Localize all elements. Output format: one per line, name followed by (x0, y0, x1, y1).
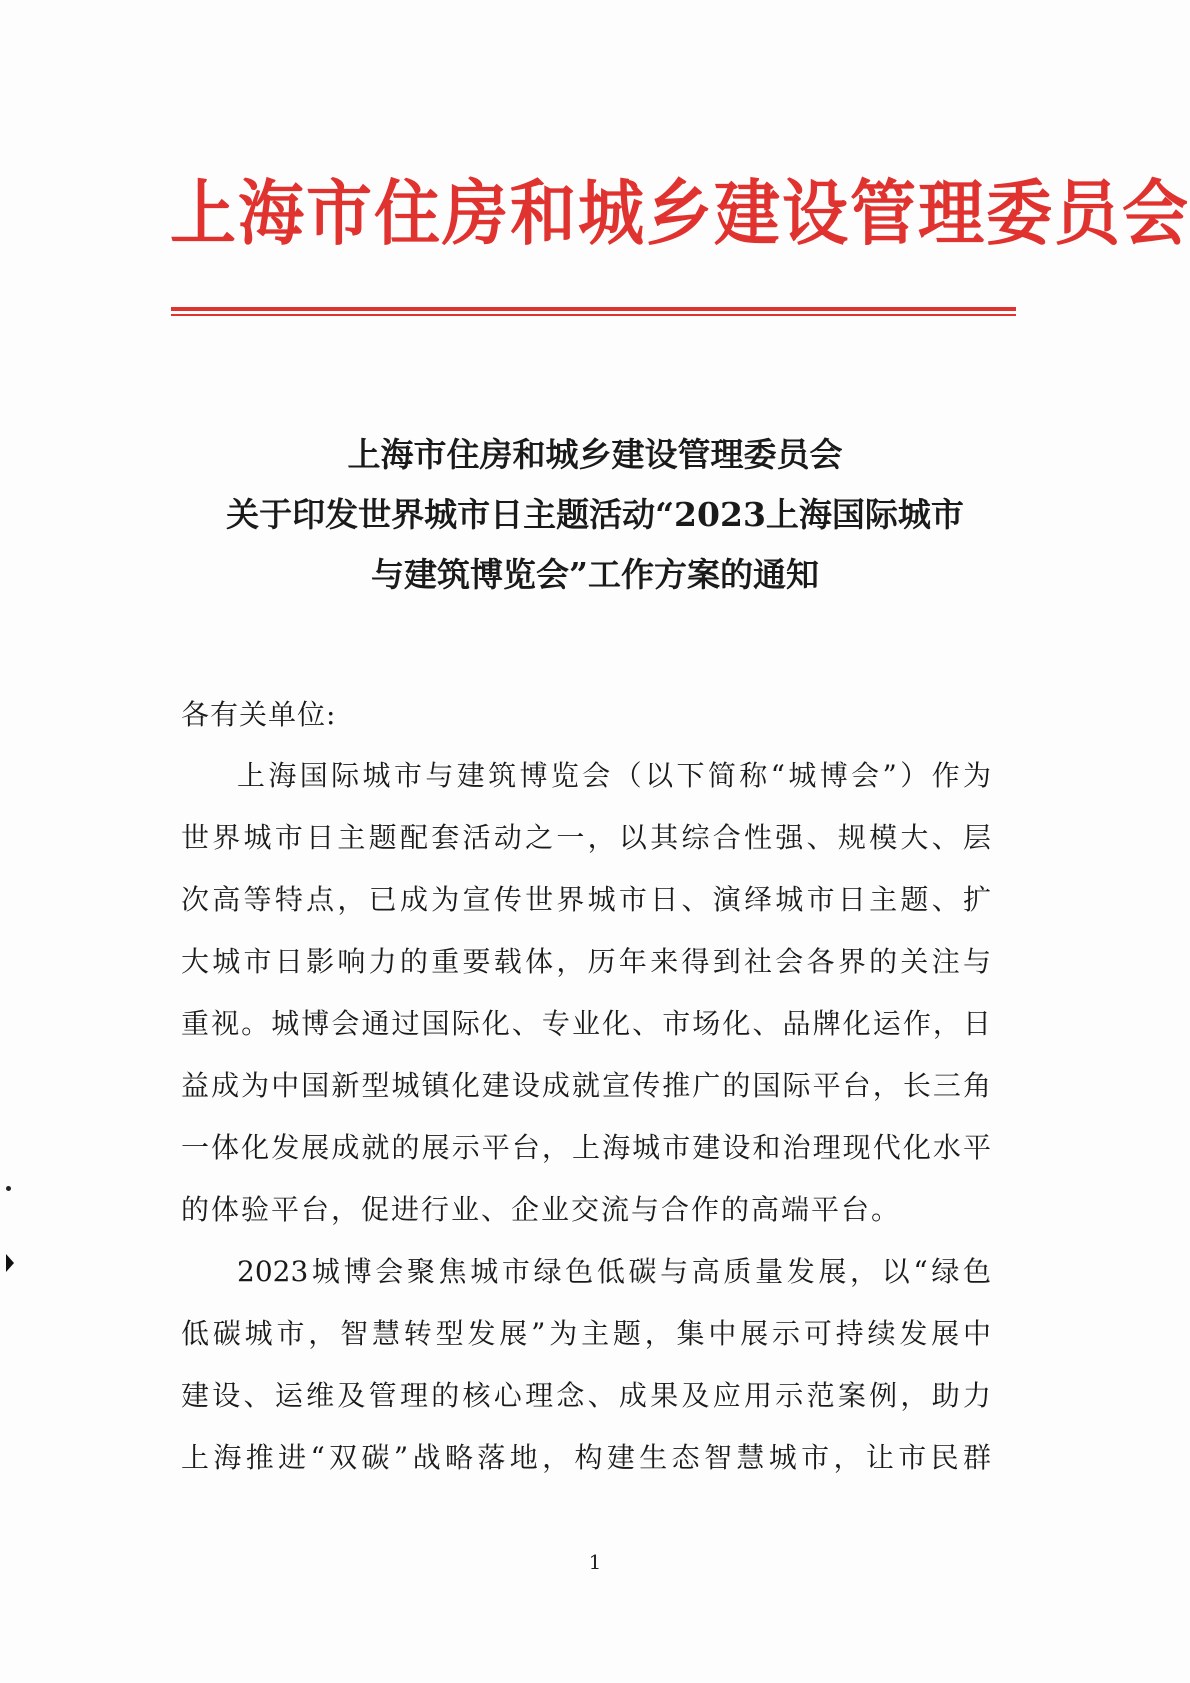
letterhead-org-name: 上海市住房和城乡建设管理委员会 (170, 170, 1190, 256)
body-text-line: 2023城博会聚焦城市绿色低碳与高质量发展，以“绿色 (237, 1255, 991, 1288)
title-line: 关于印发世界城市日主题活动“2023上海国际城市 (226, 495, 964, 534)
binding-arrow-mark (6, 1254, 14, 1272)
letterhead-red-rule (171, 307, 1016, 311)
document-title (150, 425, 1040, 605)
body-text-line: 低碳城市，智慧转型发展”为主题，集中展示可持续发展中 (181, 1317, 991, 1350)
body-text-line: 次高等特点，已成为宣传世界城市日、演绎城市日主题、扩 (181, 883, 991, 916)
body-text-line: 益成为中国新型城镇化建设成就宣传推广的国际平台，长三角 (181, 1069, 991, 1102)
title-line: 上海市住房和城乡建设管理委员会 (347, 435, 843, 474)
body-text-line: 上海推进“双碳”战略落地，构建生态智慧城市，让市民群 (181, 1441, 991, 1474)
scan-dot-mark (6, 1186, 11, 1191)
body-text-line: 重视。城博会通过国际化、专业化、市场化、品牌化运作，日 (181, 1007, 991, 1040)
body-text-line: 建设、运维及管理的核心理念、成果及应用示范案例，助力 (181, 1379, 991, 1412)
body-text-line: 上海国际城市与建筑博览会（以下简称“城博会”）作为 (237, 759, 991, 792)
body-text-line: 大城市日影响力的重要载体，历年来得到社会各界的关注与 (181, 945, 991, 978)
body-text-line: 的体验平台，促进行业、企业交流与合作的高端平台。 (181, 1193, 902, 1226)
body-text-line: 世界城市日主题配套活动之一，以其综合性强、规模大、层 (181, 821, 991, 854)
letterhead-red-rule-thin (171, 314, 1016, 316)
body-text-line: 一体化发展成就的展示平台，上海城市建设和治理现代化水平 (181, 1131, 991, 1164)
title-line: 与建筑博览会”工作方案的通知 (371, 555, 819, 594)
salutation: 各有关单位: (181, 698, 337, 731)
page-number: 1 (588, 1550, 602, 1574)
